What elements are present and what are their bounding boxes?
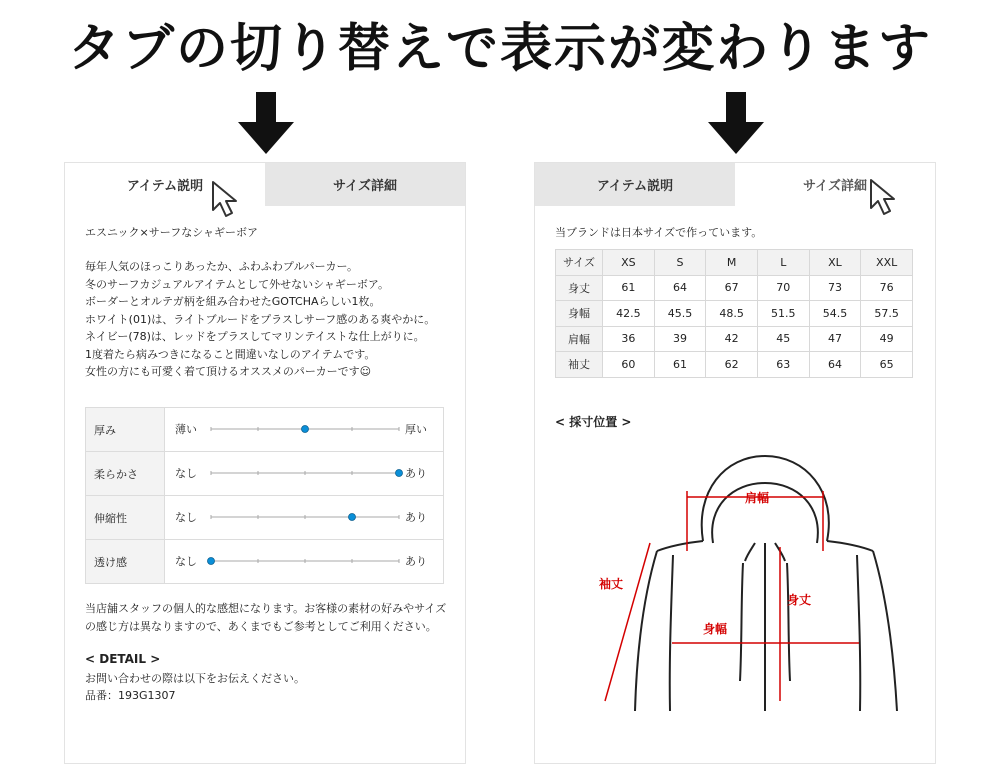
table-cell: 45.5 <box>654 301 706 327</box>
tab-label: サイズ詳細 <box>333 179 397 194</box>
header-cell: S <box>654 250 706 276</box>
table-cell: 39 <box>654 326 706 352</box>
scale-low-label: なし <box>175 511 197 524</box>
attribute-scale <box>165 452 443 495</box>
scale-marker <box>208 558 215 565</box>
table-cell: 36 <box>603 326 655 352</box>
table-cell: 42.5 <box>603 301 655 327</box>
table-cell: 62 <box>706 352 758 378</box>
down-arrow-icon <box>236 92 296 154</box>
table-cell: 76 <box>861 275 913 301</box>
scale-marker <box>349 514 356 521</box>
attribute-label: 柔らかさ <box>86 452 165 496</box>
attribute-label: 伸縮性 <box>86 496 165 540</box>
scale-low-label: なし <box>175 467 197 480</box>
mouse-cursor-icon <box>869 178 903 218</box>
body-width-label: 身幅 <box>703 622 728 636</box>
tab-label: アイテム説明 <box>596 179 674 194</box>
tab-size-details[interactable] <box>265 163 465 206</box>
tab-bar <box>65 163 465 206</box>
table-row <box>556 301 913 327</box>
attribute-scale <box>165 496 443 539</box>
scale-track <box>205 422 405 436</box>
attribute-row <box>86 452 444 496</box>
down-arrow-icon <box>706 92 766 154</box>
header-cell: XL <box>809 250 861 276</box>
header-cell: XS <box>603 250 655 276</box>
item-description-panel <box>64 162 466 764</box>
table-cell: 48.5 <box>706 301 758 327</box>
tab-size-details[interactable] <box>735 163 935 206</box>
header-cell: M <box>706 250 758 276</box>
measure-heading: < 採寸位置 > <box>555 415 632 429</box>
sleeve-length-label: 袖丈 <box>599 577 624 591</box>
table-cell: 45 <box>757 326 809 352</box>
tab-label: サイズ詳細 <box>803 179 867 194</box>
scale-marker <box>302 426 309 433</box>
scale-track <box>205 510 405 524</box>
attribute-row <box>86 540 444 584</box>
size-table <box>555 249 913 378</box>
table-cell: 61 <box>654 352 706 378</box>
size-table-header <box>556 250 913 276</box>
attribute-scale <box>165 408 443 451</box>
table-cell: 54.5 <box>809 301 861 327</box>
scale-marker <box>396 470 403 477</box>
table-cell: 61 <box>603 275 655 301</box>
row-label: 身丈 <box>556 275 603 301</box>
table-cell: 67 <box>706 275 758 301</box>
row-label: 袖丈 <box>556 352 603 378</box>
header-cell: サイズ <box>556 250 603 276</box>
table-row <box>556 326 913 352</box>
row-label: 身幅 <box>556 301 603 327</box>
table-cell: 47 <box>809 326 861 352</box>
table-cell: 64 <box>654 275 706 301</box>
scale-high-label: あり <box>405 467 427 480</box>
scale-low-label: なし <box>175 555 197 568</box>
attribute-scale <box>165 540 443 583</box>
scale-high-label: 厚い <box>405 423 427 436</box>
table-cell: 60 <box>603 352 655 378</box>
scale-high-label: あり <box>405 511 427 524</box>
staff-note: 当店舗スタッフの個人的な感想になります。お客様の素材の好みやサイズ の感じ方は異なりますので、あくまでもご参考としてご利用ください。 <box>85 602 447 633</box>
table-cell: 65 <box>861 352 913 378</box>
table-cell: 49 <box>861 326 913 352</box>
table-row <box>556 352 913 378</box>
description-text: 毎年人気のほっこりあったか、ふわふわプルパーカー。 冬のサーフカジュアルアイテムとして外せないシャギーボア。 ボーダーとオルテガ柄を組み合わせたGOTCHAらしい1枚。 ホワイト(01)は、ライトブルードをプラスしサーフ感のある爽やかに。 ネイビー(78)は、レッドをプラスしてマリンテイストな仕上がりに。 1度着たら病みつきになること間違いなしのアイテムです。 女性の方にも可愛く着て頂けるオススメのパーカーです☺ <box>85 260 436 378</box>
attribute-label: 透け感 <box>86 540 165 584</box>
scale-low-label: 薄い <box>175 423 197 436</box>
table-row <box>556 275 913 301</box>
mouse-cursor-icon <box>211 180 245 220</box>
attribute-label: 厚み <box>86 408 165 452</box>
table-cell: 73 <box>809 275 861 301</box>
table-cell: 70 <box>757 275 809 301</box>
intro-text: エスニック×サーフなシャギーボア <box>85 226 259 239</box>
scale-track <box>205 554 405 568</box>
detail-text: お問い合わせの際は以下をお伝えください。 <box>85 672 305 685</box>
scale-high-label: あり <box>405 555 427 568</box>
header-cell: L <box>757 250 809 276</box>
tab-item-description[interactable] <box>535 163 735 206</box>
measurement-lines <box>605 491 859 701</box>
size-intro-text: 当ブランドは日本サイズで作っています。 <box>555 226 763 239</box>
table-cell: 64 <box>809 352 861 378</box>
attribute-row <box>86 408 444 452</box>
table-cell: 57.5 <box>861 301 913 327</box>
shoulder-width-label: 肩幅 <box>745 491 770 505</box>
attribute-row <box>86 496 444 540</box>
table-cell: 63 <box>757 352 809 378</box>
header-cell: XXL <box>861 250 913 276</box>
table-cell: 42 <box>706 326 758 352</box>
table-cell: 51.5 <box>757 301 809 327</box>
tab-label: アイテム説明 <box>126 179 204 194</box>
size-details-panel <box>534 162 936 764</box>
row-label: 肩幅 <box>556 326 603 352</box>
attribute-table <box>85 407 444 584</box>
body-length-label: 身丈 <box>787 593 812 607</box>
product-number: 品番：193G1307 <box>85 689 176 702</box>
scale-track <box>205 466 405 480</box>
detail-heading: < DETAIL > <box>85 652 161 666</box>
headline: タブの切り替えで表示が変わります <box>67 19 932 79</box>
